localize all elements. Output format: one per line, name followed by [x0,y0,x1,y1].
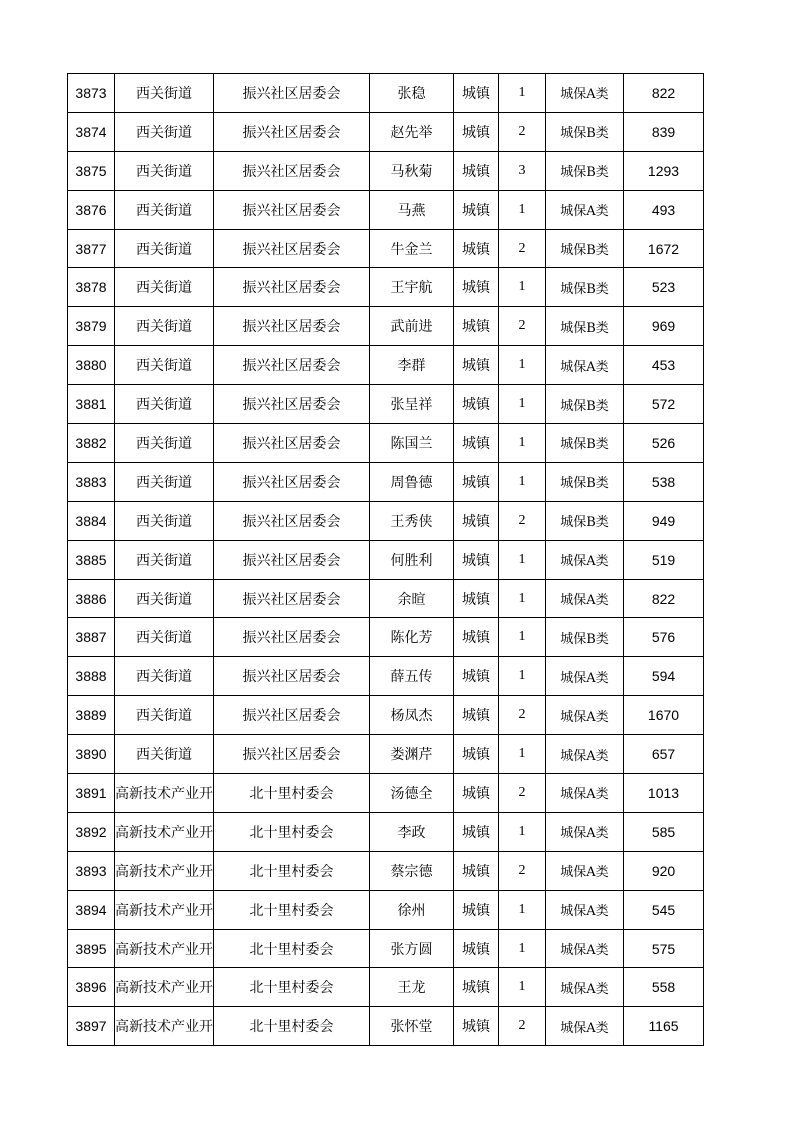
category-cell: 城保A类 [546,540,624,579]
person-name-cell: 李政 [370,812,454,851]
amount-cell: 493 [624,190,704,229]
street-cell: 高新技术产业开 [115,812,214,851]
committee-cell: 振兴社区居委会 [214,579,370,618]
street-cell: 西关街道 [115,151,214,190]
street-cell: 西关街道 [115,268,214,307]
row-id-cell: 3873 [68,74,115,113]
household-type-cell: 城镇 [454,462,499,501]
committee-cell: 振兴社区居委会 [214,735,370,774]
category-cell: 城保B类 [546,307,624,346]
person-name-cell: 蔡宗德 [370,851,454,890]
amount-cell: 1013 [624,774,704,813]
household-type-cell: 城镇 [454,151,499,190]
committee-cell: 振兴社区居委会 [214,540,370,579]
person-name-cell: 薛五传 [370,657,454,696]
person-name-cell: 王龙 [370,968,454,1007]
row-id-cell: 3897 [68,1007,115,1046]
category-cell: 城保B类 [546,229,624,268]
amount-cell: 594 [624,657,704,696]
amount-cell: 538 [624,462,704,501]
table-row [68,268,704,307]
person-name-cell: 徐州 [370,890,454,929]
member-count-cell: 1 [499,968,546,1007]
row-id-cell: 3885 [68,540,115,579]
household-type-cell: 城镇 [454,968,499,1007]
person-name-cell: 李群 [370,346,454,385]
member-count-cell: 1 [499,74,546,113]
row-id-cell: 3886 [68,579,115,618]
table-row [68,968,704,1007]
row-id-cell: 3887 [68,618,115,657]
person-name-cell: 张方圆 [370,929,454,968]
row-id-cell: 3890 [68,735,115,774]
household-type-cell: 城镇 [454,268,499,307]
committee-cell: 振兴社区居委会 [214,696,370,735]
household-type-cell: 城镇 [454,657,499,696]
street-cell: 高新技术产业开 [115,851,214,890]
member-count-cell: 1 [499,268,546,307]
household-type-cell: 城镇 [454,579,499,618]
household-type-cell: 城镇 [454,190,499,229]
category-cell: 城保B类 [546,112,624,151]
member-count-cell: 2 [499,1007,546,1046]
table-body [68,74,704,1046]
category-cell: 城保B类 [546,501,624,540]
row-id-cell: 3882 [68,424,115,463]
category-cell: 城保B类 [546,385,624,424]
category-cell: 城保A类 [546,929,624,968]
member-count-cell: 1 [499,890,546,929]
member-count-cell: 1 [499,385,546,424]
member-count-cell: 1 [499,579,546,618]
category-cell: 城保A类 [546,812,624,851]
amount-cell: 523 [624,268,704,307]
person-name-cell: 牛金兰 [370,229,454,268]
person-name-cell: 陈国兰 [370,424,454,463]
person-name-cell: 马秋菊 [370,151,454,190]
table-row [68,579,704,618]
person-name-cell: 马燕 [370,190,454,229]
member-count-cell: 1 [499,462,546,501]
row-id-cell: 3883 [68,462,115,501]
household-type-cell: 城镇 [454,851,499,890]
member-count-cell: 2 [499,851,546,890]
household-type-cell: 城镇 [454,307,499,346]
household-type-cell: 城镇 [454,112,499,151]
household-type-cell: 城镇 [454,812,499,851]
amount-cell: 545 [624,890,704,929]
committee-cell: 振兴社区居委会 [214,151,370,190]
household-type-cell: 城镇 [454,618,499,657]
member-count-cell: 1 [499,657,546,696]
table-row [68,851,704,890]
person-name-cell: 张呈祥 [370,385,454,424]
person-name-cell: 武前进 [370,307,454,346]
table-row [68,424,704,463]
member-count-cell: 3 [499,151,546,190]
category-cell: 城保A类 [546,696,624,735]
committee-cell: 振兴社区居委会 [214,618,370,657]
row-id-cell: 3884 [68,501,115,540]
person-name-cell: 王宇航 [370,268,454,307]
amount-cell: 822 [624,579,704,618]
category-cell: 城保B类 [546,462,624,501]
amount-cell: 558 [624,968,704,1007]
street-cell: 西关街道 [115,229,214,268]
table-row [68,657,704,696]
member-count-cell: 1 [499,618,546,657]
amount-cell: 526 [624,424,704,463]
table-row [68,501,704,540]
row-id-cell: 3895 [68,929,115,968]
household-type-cell: 城镇 [454,385,499,424]
household-type-cell: 城镇 [454,929,499,968]
member-count-cell: 2 [499,307,546,346]
category-cell: 城保B类 [546,424,624,463]
row-id-cell: 3891 [68,774,115,813]
category-cell: 城保A类 [546,851,624,890]
row-id-cell: 3878 [68,268,115,307]
row-id-cell: 3881 [68,385,115,424]
category-cell: 城保A类 [546,346,624,385]
street-cell: 西关街道 [115,696,214,735]
member-count-cell: 2 [499,112,546,151]
street-cell: 西关街道 [115,424,214,463]
row-id-cell: 3888 [68,657,115,696]
street-cell: 西关街道 [115,735,214,774]
person-name-cell: 杨凤杰 [370,696,454,735]
committee-cell: 北十里村委会 [214,774,370,813]
amount-cell: 839 [624,112,704,151]
member-count-cell: 1 [499,812,546,851]
committee-cell: 振兴社区居委会 [214,112,370,151]
amount-cell: 822 [624,74,704,113]
member-count-cell: 1 [499,424,546,463]
committee-cell: 振兴社区居委会 [214,74,370,113]
household-type-cell: 城镇 [454,424,499,463]
member-count-cell: 2 [499,229,546,268]
committee-cell: 北十里村委会 [214,890,370,929]
street-cell: 西关街道 [115,579,214,618]
street-cell: 西关街道 [115,307,214,346]
household-type-cell: 城镇 [454,890,499,929]
amount-cell: 519 [624,540,704,579]
person-name-cell: 娄渊芹 [370,735,454,774]
amount-cell: 585 [624,812,704,851]
street-cell: 西关街道 [115,657,214,696]
table-row [68,929,704,968]
person-name-cell: 张稳 [370,74,454,113]
member-count-cell: 1 [499,346,546,385]
household-type-cell: 城镇 [454,696,499,735]
street-cell: 西关街道 [115,462,214,501]
category-cell: 城保A类 [546,774,624,813]
table-row [68,229,704,268]
street-cell: 西关街道 [115,112,214,151]
table-row [68,385,704,424]
person-name-cell: 赵先举 [370,112,454,151]
row-id-cell: 3877 [68,229,115,268]
table-row [68,618,704,657]
amount-cell: 575 [624,929,704,968]
street-cell: 西关街道 [115,618,214,657]
committee-cell: 振兴社区居委会 [214,657,370,696]
person-name-cell: 汤德全 [370,774,454,813]
committee-cell: 北十里村委会 [214,1007,370,1046]
table-row [68,890,704,929]
row-id-cell: 3892 [68,812,115,851]
committee-cell: 振兴社区居委会 [214,501,370,540]
table-row [68,112,704,151]
person-name-cell: 余暄 [370,579,454,618]
committee-cell: 振兴社区居委会 [214,424,370,463]
committee-cell: 振兴社区居委会 [214,229,370,268]
person-name-cell: 周鲁德 [370,462,454,501]
street-cell: 高新技术产业开 [115,968,214,1007]
household-type-cell: 城镇 [454,774,499,813]
committee-cell: 振兴社区居委会 [214,385,370,424]
data-table [67,73,704,1046]
row-id-cell: 3893 [68,851,115,890]
amount-cell: 1672 [624,229,704,268]
street-cell: 高新技术产业开 [115,1007,214,1046]
household-type-cell: 城镇 [454,735,499,774]
member-count-cell: 2 [499,501,546,540]
category-cell: 城保B类 [546,618,624,657]
committee-cell: 振兴社区居委会 [214,190,370,229]
household-type-cell: 城镇 [454,346,499,385]
committee-cell: 振兴社区居委会 [214,307,370,346]
category-cell: 城保A类 [546,735,624,774]
member-count-cell: 2 [499,774,546,813]
table-row [68,774,704,813]
row-id-cell: 3889 [68,696,115,735]
person-name-cell: 王秀侠 [370,501,454,540]
street-cell: 西关街道 [115,540,214,579]
committee-cell: 北十里村委会 [214,968,370,1007]
committee-cell: 振兴社区居委会 [214,346,370,385]
street-cell: 西关街道 [115,74,214,113]
table-row [68,1007,704,1046]
category-cell: 城保A类 [546,890,624,929]
committee-cell: 北十里村委会 [214,929,370,968]
street-cell: 西关街道 [115,501,214,540]
member-count-cell: 1 [499,735,546,774]
amount-cell: 657 [624,735,704,774]
street-cell: 西关街道 [115,346,214,385]
category-cell: 城保A类 [546,657,624,696]
table-row [68,735,704,774]
table-row [68,151,704,190]
category-cell: 城保B类 [546,151,624,190]
table-row [68,540,704,579]
member-count-cell: 2 [499,696,546,735]
person-name-cell: 何胜利 [370,540,454,579]
amount-cell: 949 [624,501,704,540]
street-cell: 西关街道 [115,385,214,424]
row-id-cell: 3875 [68,151,115,190]
amount-cell: 453 [624,346,704,385]
member-count-cell: 1 [499,190,546,229]
category-cell: 城保A类 [546,579,624,618]
amount-cell: 1293 [624,151,704,190]
row-id-cell: 3874 [68,112,115,151]
person-name-cell: 张怀堂 [370,1007,454,1046]
amount-cell: 969 [624,307,704,346]
table-row [68,74,704,113]
committee-cell: 振兴社区居委会 [214,462,370,501]
amount-cell: 572 [624,385,704,424]
table-row [68,812,704,851]
household-type-cell: 城镇 [454,74,499,113]
table-row [68,696,704,735]
category-cell: 城保A类 [546,1007,624,1046]
amount-cell: 1670 [624,696,704,735]
member-count-cell: 1 [499,540,546,579]
row-id-cell: 3879 [68,307,115,346]
street-cell: 西关街道 [115,190,214,229]
person-name-cell: 陈化芳 [370,618,454,657]
table-row [68,346,704,385]
category-cell: 城保A类 [546,74,624,113]
household-type-cell: 城镇 [454,229,499,268]
table-row [68,190,704,229]
category-cell: 城保B类 [546,268,624,307]
street-cell: 高新技术产业开 [115,774,214,813]
amount-cell: 1165 [624,1007,704,1046]
table-row [68,307,704,346]
household-type-cell: 城镇 [454,501,499,540]
row-id-cell: 3894 [68,890,115,929]
row-id-cell: 3876 [68,190,115,229]
member-count-cell: 1 [499,929,546,968]
street-cell: 高新技术产业开 [115,929,214,968]
committee-cell: 振兴社区居委会 [214,268,370,307]
street-cell: 高新技术产业开 [115,890,214,929]
table-row [68,462,704,501]
row-id-cell: 3880 [68,346,115,385]
amount-cell: 920 [624,851,704,890]
row-id-cell: 3896 [68,968,115,1007]
committee-cell: 北十里村委会 [214,812,370,851]
household-type-cell: 城镇 [454,1007,499,1046]
household-type-cell: 城镇 [454,540,499,579]
amount-cell: 576 [624,618,704,657]
category-cell: 城保A类 [546,968,624,1007]
category-cell: 城保A类 [546,190,624,229]
committee-cell: 北十里村委会 [214,851,370,890]
